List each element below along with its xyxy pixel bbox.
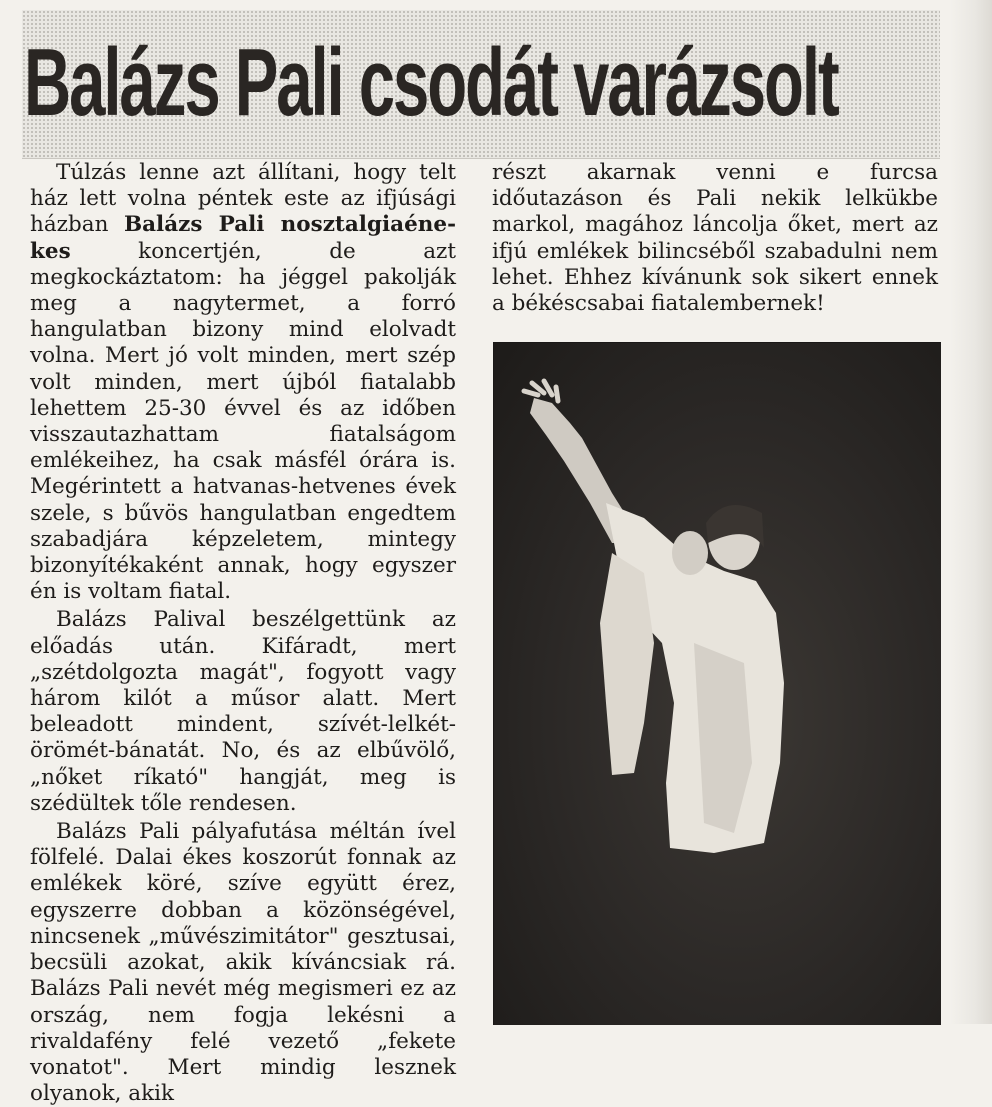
performer-photo (493, 342, 941, 1025)
performer-figure (494, 343, 941, 1025)
left-column (30, 160, 456, 1107)
article-headline: Balázs Pali csodát varázsolt (24, 29, 838, 136)
hands-at-face (672, 531, 708, 575)
singer-name-bold: Balázs Pali nosztalgiaéne-kes (30, 212, 456, 264)
paragraph-4: részt akarnak venni e furcsa időutazáson és Pali nekik lelkükbe markol, magához láncolja őket, mert az ifjú emlékek bilincséből szabadulni nem lehet. Ehhez kívánunk sok sikert ennek a békéscsabai fiatalembernek! (492, 160, 938, 317)
paragraph-1 (30, 160, 456, 605)
right-column (492, 160, 938, 317)
raised-hand (524, 381, 558, 401)
scan-edge (950, 0, 992, 1024)
paragraph-1-rest: koncertjén, de azt megkockáztatom: ha jéggel pakolják meg a nagytermet, a forró hangulatban bizony mind elolvadt volna. Mert jó volt minden, mert szép volt minden, mert újból fiatalabb lehettem 25-30 évvel és az időben visszautazhattam fiatalságom emlékeihez, ha csak másfél órára is. Megérintett a hatvanas-hetvenes évek szele, s bűvös hangulatban engedtem szabadjára képzeletem, mintegy bizonyítékaként annak, hogy egyszer én is voltam fiatal. (30, 238, 456, 605)
paragraph-3: Balázs Pali pályafutása méltán ível fölfelé. Dalai ékes koszorút fonnak az emlékek köré, szíve együtt érez, egyszerre dobban a közönségével, nincsenek „művészimitátor" gesztusai, becsüli azokat, akik kíváncsiak rá. Balázs Pali nevét még megismeri ez az ország, nem fogja lekésni a rivaldafény felé vezető „fekete vonatot". Mert mindig lesznek olyanok, akik (30, 819, 456, 1107)
paragraph-2: Balázs Palival beszélgettünk az előadás után. Kifáradt, mert „szétdolgozta magát", fogyott vagy három kilót a műsor alatt. Mert beleadott mindent, szívét-lelkét-örömét-bánatát. No, és az elbűvölő, „nőket ríkató" hangját, meg is szédültek tőle rendesen. (30, 607, 456, 816)
paragraph-1-intro: Túlzás lenne azt állítani, hogy telt ház lett volna péntek este az ifjúsági házban (30, 160, 456, 238)
